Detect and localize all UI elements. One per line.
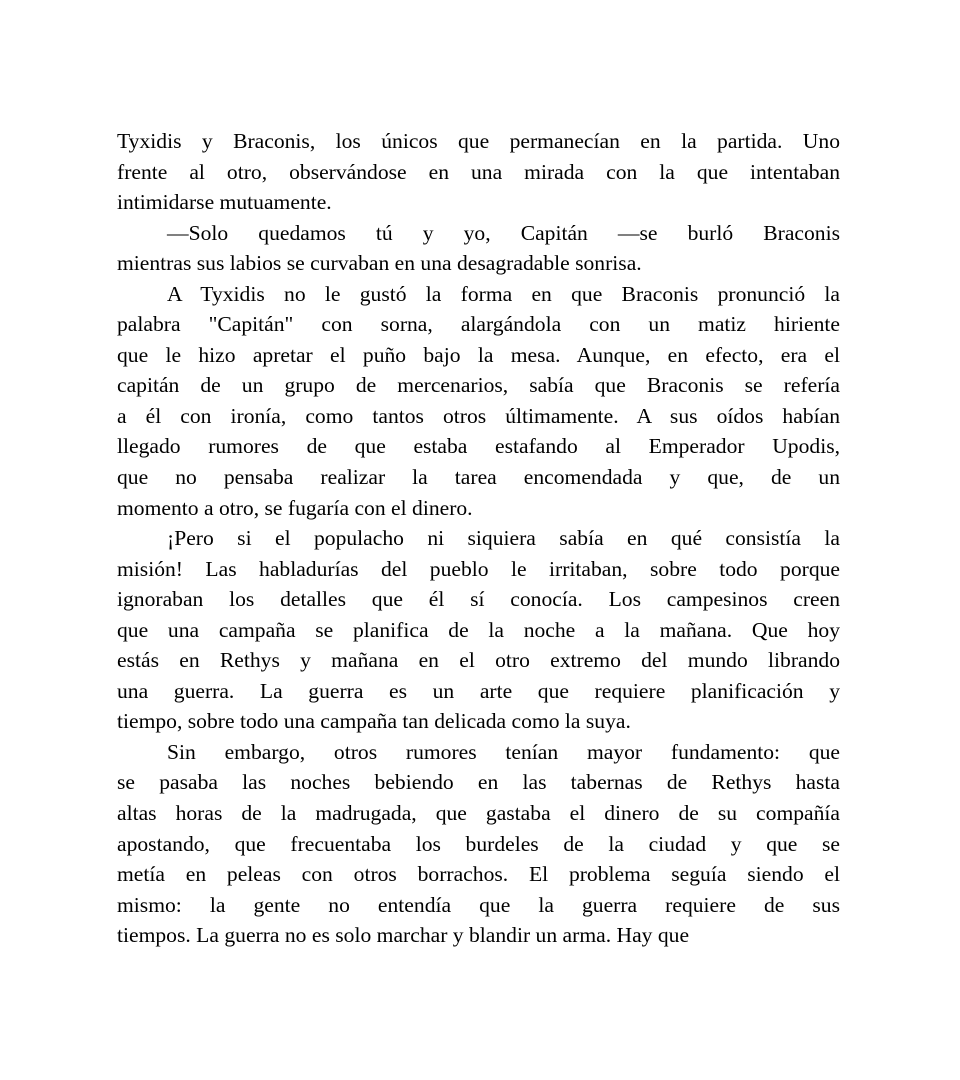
text-line: —Solo quedamos tú y yo, Capitán —se burló Braconis xyxy=(167,220,840,245)
text-line: apostando, que frecuentaba los burdeles de la ciudad y que se xyxy=(117,831,840,856)
text-line: metía en peleas con otros borrachos. El problema seguía siendo el xyxy=(117,862,840,887)
text-line: intimidarse mutuamente. xyxy=(117,190,332,215)
text-line: ¡Pero si el populacho ni siquiera sabía en qué consistía la xyxy=(167,526,840,551)
text-line: una guerra. La guerra es un arte que requiere planificación y xyxy=(117,678,840,703)
paragraph xyxy=(117,279,840,523)
paragraph xyxy=(117,523,840,737)
paragraph xyxy=(117,737,840,951)
text-line: altas horas de la madrugada, que gastaba el dinero de su compañía xyxy=(117,801,840,826)
page-text xyxy=(117,126,840,951)
text-line: Tyxidis y Braconis, los únicos que permanecían en la partida. Uno xyxy=(117,129,840,153)
text-line: mismo: la gente no entendía que la guerra requiere de sus xyxy=(117,892,840,917)
text-line: Sin embargo, otros rumores tenían mayor fundamento: que xyxy=(167,739,840,764)
text-line: que le hizo apretar el puño bajo la mesa. Aunque, en efecto, era el xyxy=(117,342,840,367)
text-line: frente al otro, observándose en una mirada con la que intentaban xyxy=(117,159,840,184)
text-line: misión! Las habladurías del pueblo le irritaban, sobre todo porque xyxy=(117,556,840,581)
text-line: estás en Rethys y mañana en el otro extremo del mundo librando xyxy=(117,648,840,673)
text-line: que no pensaba realizar la tarea encomendada y que, de un xyxy=(117,465,840,490)
paragraph xyxy=(117,218,840,279)
text-line: palabra "Capitán" con sorna, alargándola con un matiz hiriente xyxy=(117,312,840,337)
text-line: ignoraban los detalles que él sí conocía. Los campesinos creen xyxy=(117,587,840,612)
text-line: llegado rumores de que estaba estafando al Emperador Upodis, xyxy=(117,434,840,459)
text-line: capitán de un grupo de mercenarios, sabía que Braconis se refería xyxy=(117,373,840,398)
paragraph xyxy=(117,126,840,218)
text-line: mientras sus labios se curvaban en una desagradable sonrisa. xyxy=(117,251,642,276)
text-line: a él con ironía, como tantos otros últimamente. A sus oídos habían xyxy=(117,403,840,428)
text-line: se pasaba las noches bebiendo en las tabernas de Rethys hasta xyxy=(117,770,840,795)
text-line: momento a otro, se fugaría con el dinero. xyxy=(117,495,473,520)
text-line: tiempos. La guerra no es solo marchar y blandir un arma. Hay que xyxy=(117,923,690,948)
text-line: tiempo, sobre todo una campaña tan delicada como la suya. xyxy=(117,709,631,734)
text-line: que una campaña se planifica de la noche a la mañana. Que hoy xyxy=(117,617,840,642)
text-line: A Tyxidis no le gustó la forma en que Braconis pronunció la xyxy=(167,281,840,306)
